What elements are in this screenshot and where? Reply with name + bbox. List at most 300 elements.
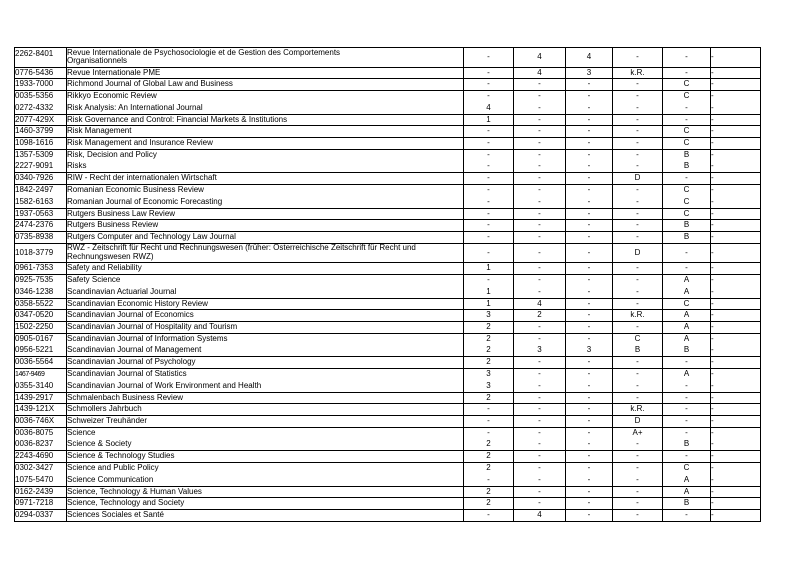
rating-cell-3: 3 — [566, 67, 613, 79]
issn-text: 0735-8938 — [15, 232, 54, 242]
rating-cell-3: - — [566, 91, 613, 103]
journal-name-line: Science & Technology Studies — [67, 451, 175, 461]
rating-cell-3: - — [566, 286, 613, 298]
rating-cell-3: - — [566, 369, 613, 381]
issn-text: 1937-0563 — [15, 208, 54, 218]
issn-text: 1439-2917 — [15, 392, 54, 402]
rating-cell-2: - — [514, 451, 566, 463]
rating-cell-5: - — [663, 173, 711, 185]
rating-cell-5: A — [663, 286, 711, 298]
rating-cell-4: - — [613, 161, 663, 173]
rating-cell-4: - — [613, 91, 663, 103]
rating-cell-3: - — [566, 149, 613, 161]
rating-cell-5: - — [663, 263, 711, 275]
rating-cell-2: - — [514, 126, 566, 138]
journal-name-cell — [67, 498, 464, 510]
journal-name-cell — [67, 126, 464, 138]
issn-text: 1582-6163 — [15, 196, 54, 206]
rating-cell-5: - — [663, 510, 711, 522]
table-row — [15, 67, 761, 79]
journal-name-line: Scandinavian Journal of Economics — [67, 310, 194, 320]
issn-text: 0355-3140 — [15, 380, 54, 390]
journal-name-line: Sciences Sociales et Santé — [67, 510, 164, 520]
rating-cell-4: - — [613, 451, 663, 463]
rating-cell-1: - — [464, 79, 514, 91]
issn-text: 1098-1616 — [15, 138, 54, 148]
journal-name-line: Rutgers Business Review — [67, 220, 159, 230]
rating-cell-5: C — [663, 185, 711, 197]
issn-cell — [15, 275, 67, 287]
journal-name-line: Revue Internationale de Psychosociologie et de Gestion des Comportements — [67, 47, 341, 57]
rating-cell-4: C — [613, 333, 663, 345]
issn-text: 1467-9469 — [15, 370, 45, 378]
journal-name-cell — [67, 208, 464, 220]
table-row — [15, 79, 761, 91]
rating-cell-3: - — [566, 474, 613, 486]
journal-name-cell — [67, 416, 464, 428]
table-row — [15, 102, 761, 114]
table-row — [15, 243, 761, 263]
issn-text: 0036-5564 — [15, 357, 54, 367]
rating-cell-6: - — [711, 310, 761, 322]
table-row — [15, 208, 761, 220]
rating-cell-4: - — [613, 149, 663, 161]
issn-text: 1357-5309 — [15, 150, 54, 160]
rating-cell-4: - — [613, 196, 663, 208]
journal-ranking-table — [14, 47, 761, 522]
rating-cell-3: - — [566, 451, 613, 463]
rating-cell-2: - — [514, 91, 566, 103]
issn-text: 1018-3779 — [15, 247, 54, 257]
journal-name-cell — [67, 463, 464, 475]
rating-cell-1: 3 — [464, 380, 514, 392]
rating-cell-5: C — [663, 208, 711, 220]
journal-name-cell — [67, 102, 464, 114]
rating-cell-4: - — [613, 498, 663, 510]
rating-cell-6: - — [711, 161, 761, 173]
rating-cell-6: - — [711, 67, 761, 79]
issn-cell — [15, 392, 67, 404]
table-row — [15, 369, 761, 381]
table-row — [15, 439, 761, 451]
issn-text: 0971-7218 — [15, 498, 54, 508]
table-row — [15, 333, 761, 345]
rating-cell-5: B — [663, 439, 711, 451]
rating-cell-4: - — [613, 380, 663, 392]
table-row — [15, 322, 761, 334]
rating-cell-5: C — [663, 196, 711, 208]
journal-name-cell — [67, 196, 464, 208]
rating-cell-2: - — [514, 208, 566, 220]
rating-cell-5: - — [663, 48, 711, 68]
rating-cell-4: - — [613, 114, 663, 126]
issn-cell — [15, 102, 67, 114]
table-row — [15, 380, 761, 392]
rating-cell-5: C — [663, 298, 711, 310]
rating-cell-5: A — [663, 474, 711, 486]
journal-name-line: Schmollers Jahrbuch — [67, 404, 142, 414]
journal-name-line: Scandinavian Journal of Hospitality and Tourism — [67, 322, 238, 332]
issn-text: 0036-746X — [15, 416, 55, 426]
rating-cell-6: - — [711, 208, 761, 220]
table-row — [15, 427, 761, 439]
rating-cell-1: - — [464, 474, 514, 486]
rating-cell-3: - — [566, 79, 613, 91]
rating-cell-3: - — [566, 416, 613, 428]
journal-name-line: Risk Governance and Control: Financial Markets & Institutions — [67, 114, 288, 124]
rating-cell-5: B — [663, 161, 711, 173]
journal-name-line: Scandinavian Journal of Information Systems — [67, 334, 228, 344]
rating-cell-3: - — [566, 114, 613, 126]
rating-cell-6: - — [711, 220, 761, 232]
journal-name-line: Rutgers Computer and Technology Law Journal — [67, 232, 236, 242]
rating-cell-1: 2 — [464, 451, 514, 463]
table-row — [15, 138, 761, 150]
rating-cell-2: - — [514, 333, 566, 345]
rating-cell-2: - — [514, 102, 566, 114]
rating-cell-4: - — [613, 126, 663, 138]
rating-cell-1: - — [464, 416, 514, 428]
rating-cell-1: - — [464, 161, 514, 173]
journal-name-cell — [67, 275, 464, 287]
rating-cell-6: - — [711, 369, 761, 381]
issn-text: 0956-5221 — [15, 345, 54, 355]
rating-cell-6: - — [711, 474, 761, 486]
journal-name-line: Risk Management — [67, 126, 132, 136]
rating-cell-1: 2 — [464, 439, 514, 451]
table-row — [15, 510, 761, 522]
rating-cell-6: - — [711, 91, 761, 103]
journal-name-cell — [67, 173, 464, 185]
journal-name-cell — [67, 427, 464, 439]
rating-cell-5: - — [663, 416, 711, 428]
table-row — [15, 357, 761, 369]
journal-name-line: Science and Public Policy — [67, 463, 159, 473]
journal-name-cell — [67, 138, 464, 150]
rating-cell-2: - — [514, 439, 566, 451]
rating-cell-4: - — [613, 286, 663, 298]
rating-cell-2: 4 — [514, 510, 566, 522]
issn-text: 0036-8237 — [15, 439, 54, 449]
rating-cell-2: - — [514, 486, 566, 498]
issn-text: 1842-2497 — [15, 185, 54, 195]
rating-cell-6: - — [711, 196, 761, 208]
rating-cell-2: - — [514, 322, 566, 334]
journal-name-cell — [67, 91, 464, 103]
rating-cell-3: - — [566, 380, 613, 392]
journal-name-cell — [67, 220, 464, 232]
issn-cell — [15, 310, 67, 322]
journal-name-line: Revue Internationale PME — [67, 67, 161, 77]
rating-cell-1: - — [464, 185, 514, 197]
issn-cell — [15, 220, 67, 232]
rating-cell-5: A — [663, 369, 711, 381]
issn-text: 0340-7926 — [15, 173, 54, 183]
issn-cell — [15, 48, 67, 68]
issn-cell — [15, 298, 67, 310]
issn-text: 0302-3427 — [15, 463, 54, 473]
rating-cell-5: - — [663, 380, 711, 392]
journal-name-cell — [67, 114, 464, 126]
journal-name-cell — [67, 149, 464, 161]
rating-cell-4: - — [613, 510, 663, 522]
journal-name-cell — [67, 404, 464, 416]
rating-cell-4: - — [613, 474, 663, 486]
rating-cell-3: - — [566, 357, 613, 369]
rating-cell-2: - — [514, 427, 566, 439]
journal-name-cell — [67, 79, 464, 91]
issn-cell — [15, 345, 67, 357]
issn-cell — [15, 91, 67, 103]
rating-cell-1: - — [464, 91, 514, 103]
rating-cell-3: - — [566, 126, 613, 138]
rating-cell-4: - — [613, 185, 663, 197]
rating-cell-6: - — [711, 275, 761, 287]
issn-text: 0905-0167 — [15, 334, 54, 344]
rating-cell-1: - — [464, 173, 514, 185]
journal-name-cell — [67, 298, 464, 310]
rating-cell-2: 3 — [514, 345, 566, 357]
journal-name-line: Organisationnels — [67, 56, 128, 66]
rating-cell-1: - — [464, 126, 514, 138]
issn-text: 1502-2250 — [15, 322, 54, 332]
rating-cell-1: 2 — [464, 498, 514, 510]
rating-cell-1: 4 — [464, 102, 514, 114]
issn-text: 1075-5470 — [15, 474, 54, 484]
issn-cell — [15, 208, 67, 220]
journal-name-line: Scandinavian Journal of Work Environment and Health — [67, 380, 262, 390]
issn-cell — [15, 416, 67, 428]
rating-cell-2: - — [514, 498, 566, 510]
rating-cell-4: - — [613, 208, 663, 220]
rating-cell-6: - — [711, 149, 761, 161]
rating-cell-5: - — [663, 404, 711, 416]
rating-cell-1: 1 — [464, 114, 514, 126]
issn-cell — [15, 322, 67, 334]
issn-cell — [15, 243, 67, 263]
rating-cell-1: - — [464, 208, 514, 220]
journal-name-line: Richmond Journal of Global Law and Business — [67, 79, 233, 89]
rating-cell-4: - — [613, 263, 663, 275]
rating-cell-3: - — [566, 427, 613, 439]
issn-cell — [15, 149, 67, 161]
journal-name-line: RWZ - Zeitschrift für Recht und Rechnungswesen (früher: Österreichische Zeitschrift für Recht und — [67, 243, 416, 253]
rating-cell-2: - — [514, 463, 566, 475]
rating-cell-2: 4 — [514, 298, 566, 310]
journal-name-cell — [67, 486, 464, 498]
journal-name-cell — [67, 310, 464, 322]
journal-name-line: Science Communication — [67, 474, 154, 484]
journal-name-line: Science — [67, 428, 96, 438]
rating-cell-4: k.R. — [613, 310, 663, 322]
issn-cell — [15, 439, 67, 451]
journal-name-line: Rikkyo Economic Review — [67, 91, 157, 101]
rating-cell-2: - — [514, 380, 566, 392]
rating-cell-2: - — [514, 416, 566, 428]
rating-cell-2: - — [514, 357, 566, 369]
table-row — [15, 404, 761, 416]
journal-name-line: Romanian Journal of Economic Forecasting — [67, 196, 223, 206]
rating-cell-2: - — [514, 392, 566, 404]
rating-cell-3: - — [566, 275, 613, 287]
rating-cell-4: - — [613, 48, 663, 68]
issn-cell — [15, 404, 67, 416]
rating-cell-4: - — [613, 486, 663, 498]
journal-name-cell — [67, 474, 464, 486]
table-row — [15, 149, 761, 161]
table-body — [15, 48, 761, 522]
issn-cell — [15, 185, 67, 197]
issn-cell — [15, 232, 67, 244]
rating-cell-6: - — [711, 173, 761, 185]
rating-cell-6: - — [711, 486, 761, 498]
rating-cell-6: - — [711, 510, 761, 522]
issn-cell — [15, 333, 67, 345]
rating-cell-4: - — [613, 298, 663, 310]
issn-text: 2077-429X — [15, 114, 55, 124]
rating-cell-6: - — [711, 439, 761, 451]
rating-cell-2: - — [514, 232, 566, 244]
rating-cell-5: A — [663, 333, 711, 345]
journal-name-line: Rechnungswesen RWZ) — [67, 252, 154, 261]
rating-cell-6: - — [711, 322, 761, 334]
issn-cell — [15, 114, 67, 126]
rating-cell-6: - — [711, 243, 761, 263]
rating-cell-1: - — [464, 404, 514, 416]
rating-cell-5: B — [663, 232, 711, 244]
issn-cell — [15, 173, 67, 185]
rating-cell-6: - — [711, 380, 761, 392]
journal-name-line: Science & Society — [67, 439, 132, 449]
rating-cell-3: - — [566, 196, 613, 208]
rating-cell-3: - — [566, 404, 613, 416]
rating-cell-3: - — [566, 463, 613, 475]
rating-cell-5: B — [663, 149, 711, 161]
issn-text: 0272-4332 — [15, 102, 54, 112]
rating-cell-6: - — [711, 451, 761, 463]
rating-cell-5: - — [663, 243, 711, 263]
rating-cell-2: - — [514, 474, 566, 486]
rating-cell-4: - — [613, 463, 663, 475]
issn-cell — [15, 161, 67, 173]
rating-cell-5: C — [663, 79, 711, 91]
rating-cell-2: - — [514, 369, 566, 381]
rating-cell-1: 2 — [464, 463, 514, 475]
rating-cell-4: - — [613, 79, 663, 91]
rating-cell-1: - — [464, 149, 514, 161]
rating-cell-6: - — [711, 357, 761, 369]
rating-cell-6: - — [711, 48, 761, 68]
journal-name-cell — [67, 510, 464, 522]
rating-cell-4: - — [613, 369, 663, 381]
rating-cell-1: 3 — [464, 369, 514, 381]
rating-cell-3: - — [566, 173, 613, 185]
rating-cell-5: A — [663, 486, 711, 498]
journal-name-cell — [67, 232, 464, 244]
rating-cell-5: - — [663, 102, 711, 114]
rating-cell-6: - — [711, 392, 761, 404]
rating-cell-5: C — [663, 91, 711, 103]
issn-text: 1439-121X — [15, 404, 55, 414]
rating-cell-1: - — [464, 220, 514, 232]
issn-cell — [15, 380, 67, 392]
rating-cell-1: - — [464, 275, 514, 287]
rating-cell-6: - — [711, 333, 761, 345]
journal-name-cell — [67, 357, 464, 369]
journal-name-cell — [67, 345, 464, 357]
rating-cell-1: 2 — [464, 357, 514, 369]
rating-cell-1: - — [464, 138, 514, 150]
issn-cell — [15, 357, 67, 369]
rating-cell-2: - — [514, 220, 566, 232]
rating-cell-3: - — [566, 298, 613, 310]
journal-name-cell — [67, 369, 464, 381]
rating-cell-3: - — [566, 322, 613, 334]
journal-name-cell — [67, 185, 464, 197]
rating-cell-5: - — [663, 392, 711, 404]
table-row — [15, 498, 761, 510]
rating-cell-1: 1 — [464, 286, 514, 298]
rating-cell-4: - — [613, 392, 663, 404]
rating-cell-1: 2 — [464, 322, 514, 334]
rating-cell-6: - — [711, 102, 761, 114]
journal-name-cell — [67, 243, 464, 263]
table-row — [15, 310, 761, 322]
journal-name-line: Safety Science — [67, 275, 121, 285]
journal-name-line: Romanian Economic Business Review — [67, 185, 204, 195]
issn-cell — [15, 486, 67, 498]
rating-cell-6: - — [711, 298, 761, 310]
rating-cell-6: - — [711, 427, 761, 439]
rating-cell-4: D — [613, 173, 663, 185]
issn-text: 2474-2376 — [15, 220, 54, 230]
issn-text: 0294-0337 — [15, 510, 54, 520]
issn-text: 0358-5522 — [15, 298, 54, 308]
table-row — [15, 114, 761, 126]
rating-cell-3: - — [566, 333, 613, 345]
issn-text: 2243-4690 — [15, 451, 54, 461]
rating-cell-3: - — [566, 138, 613, 150]
journal-name-cell — [67, 380, 464, 392]
rating-cell-2: - — [514, 138, 566, 150]
rating-cell-6: - — [711, 138, 761, 150]
table-row — [15, 275, 761, 287]
rating-cell-1: - — [464, 196, 514, 208]
rating-cell-2: - — [514, 243, 566, 263]
rating-cell-6: - — [711, 463, 761, 475]
rating-cell-6: - — [711, 79, 761, 91]
table-row — [15, 486, 761, 498]
rating-cell-2: - — [514, 286, 566, 298]
rating-cell-4: k.R. — [613, 67, 663, 79]
rating-cell-4: k.R. — [613, 404, 663, 416]
rating-cell-1: 3 — [464, 310, 514, 322]
journal-name-cell — [67, 439, 464, 451]
rating-cell-3: - — [566, 161, 613, 173]
rating-cell-3: 3 — [566, 345, 613, 357]
table-row — [15, 173, 761, 185]
journal-name-line: Science, Technology and Society — [67, 498, 185, 508]
rating-cell-3: 4 — [566, 48, 613, 68]
rating-cell-2: - — [514, 79, 566, 91]
rating-cell-4: - — [613, 220, 663, 232]
rating-cell-5: - — [663, 67, 711, 79]
rating-cell-1: 2 — [464, 345, 514, 357]
rating-cell-1: - — [464, 510, 514, 522]
issn-text: 1933-7000 — [15, 79, 54, 89]
rating-cell-3: - — [566, 510, 613, 522]
issn-cell — [15, 67, 67, 79]
